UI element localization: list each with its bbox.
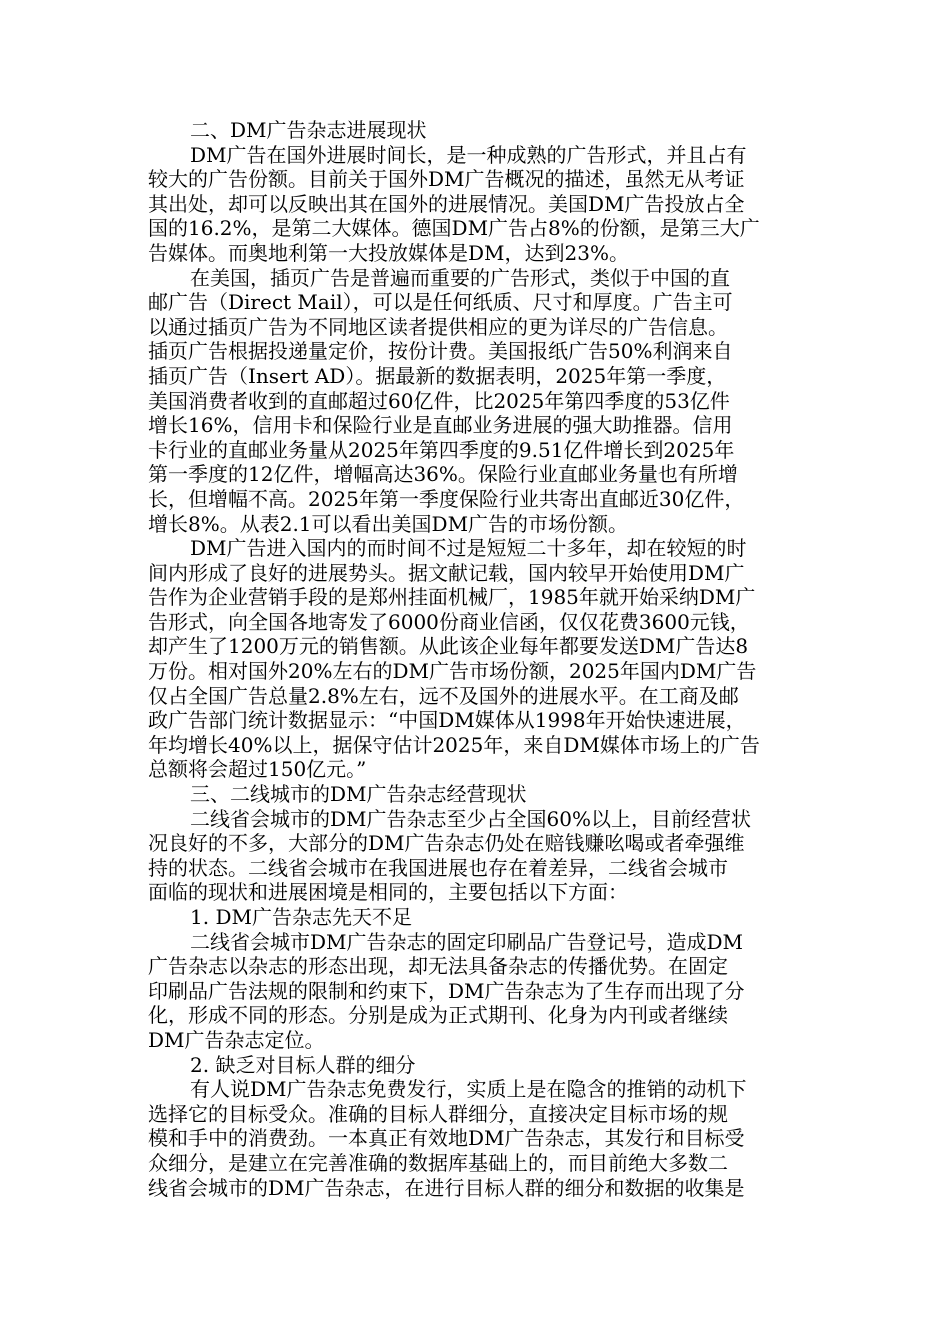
paragraph-line: 告形式，向全国各地寄发了6000份商业信函，仅仅花费3600元钱， — [148, 609, 750, 634]
paragraph-line: 插页广告根据投递量定价，按份计费。美国报纸广告50%利润来自 — [148, 339, 733, 364]
paragraph-line: 增长16%，信用卡和保险行业是直邮业务进展的强大助推器。信用 — [148, 413, 733, 438]
paragraph-line: 以通过插页广告为不同地区读者提供相应的更为详尽的广告信息。 — [148, 314, 728, 339]
paragraph-line: 告作为企业营销手段的是郑州挂面机械厂，1985年就开始采纳DM广 — [148, 585, 756, 610]
subheading-1: 1. DM广告杂志先天不足 — [190, 905, 412, 929]
paragraph-line: 国的16.2%，是第二大媒体。德国DM广告占8%的份额，是第三大广 — [148, 216, 760, 241]
paragraph-line: 在美国，插页广告是普遍而重要的广告形式，类似于中国的直 — [190, 265, 730, 290]
paragraph-line: 有人说DM广告杂志免费发行，实质上是在隐含的推销的动机下 — [190, 1077, 747, 1102]
paragraph-line: 邮广告（Direct Mail），可以是任何纸质、尺寸和厚度。广告主可 — [148, 290, 733, 315]
paragraph-line: 化，形成不同的形态。分别是成为正式期刊、化身为内刊或者继续 — [148, 1003, 728, 1028]
section-heading-2: 二、DM广告杂志进展现状 — [190, 118, 427, 142]
paragraph-line: 间内形成了良好的进展势头。据文献记载，国内较早开始使用DM广 — [148, 560, 745, 585]
paragraph-line: 美国消费者收到的直邮超过60亿件，比2025年第四季度的53亿件 — [148, 388, 730, 413]
paragraph-line: 众细分，是建立在完善准确的数据库基础上的，而目前绝大多数二 — [148, 1150, 728, 1175]
paragraph-line: 模和手中的消费劲。一本真正有效地DM广告杂志，其发行和目标受 — [148, 1126, 745, 1151]
paragraph-line: 广告杂志以杂志的形态出现，却无法具备杂志的传播优势。在固定 — [148, 954, 728, 979]
paragraph-line: 仅占全国广告总量2.8%左右，远不及国外的进展水平。在工商及邮 — [148, 683, 739, 708]
paragraph-line: DM广告进入国内的而时间不过是短短二十多年，却在较短的时 — [190, 536, 747, 561]
paragraph-line: 选择它的目标受众。准确的目标人群细分，直接决定目标市场的规 — [148, 1101, 728, 1126]
paragraph-line: 总额将会超过150亿元。” — [148, 757, 367, 782]
paragraph-line: DM广告杂志定位。 — [148, 1027, 325, 1052]
paragraph-line: 线省会城市的DM广告杂志，在进行目标人群的细分和数据的收集是 — [148, 1175, 745, 1200]
paragraph-line: 其出处，却可以反映出其在国外的进展情况。美国DM广告投放占全 — [148, 191, 745, 216]
paragraph-line: 长，但增幅不高。2025年第一季度保险行业共寄出直邮近30亿件， — [148, 486, 745, 511]
paragraph-line: 插页广告（Insert AD）。据最新的数据表明，2025年第一季度， — [148, 363, 727, 388]
paragraph-line: 第一季度的12亿件，增幅高达36%。保险行业直邮业务量也有所增 — [148, 462, 738, 487]
paragraph-line: 况良好的不多，大部分的DM广告杂志仍处在赔钱赚吆喝或者牵强维 — [148, 831, 745, 856]
subheading-2: 2. 缺乏对目标人群的细分 — [190, 1052, 416, 1077]
paragraph-line: 面临的现状和进展困境是相同的，主要包括以下方面： — [148, 880, 628, 905]
section-heading-3: 三、二线城市的DM广告杂志经营现状 — [190, 782, 527, 807]
paragraph-line: 二线省会城市DM广告杂志的固定印刷品广告登记号，造成DM — [190, 929, 744, 954]
paragraph-line: 较大的广告份额。目前关于国外DM广告概况的描述，虽然无从考证 — [148, 167, 745, 192]
paragraph-line: 增长8%。从表2.1可以看出美国DM广告的市场份额。 — [148, 511, 629, 536]
paragraph-line: 印刷品广告法规的限制和约束下，DM广告杂志为了生存而出现了分 — [148, 978, 745, 1003]
paragraph-line: 却产生了1200万元的销售额。从此该企业每年都要发送DM广告达8 — [148, 634, 749, 659]
paragraph-line: 卡行业的直邮业务量从2025年第四季度的9.51亿件增长到2025年 — [148, 437, 735, 462]
paragraph-line: 万份。相对国外20%左右的DM广告市场份额，2025年国内DM广告 — [148, 659, 757, 684]
paragraph-line: 年均增长40%以上，据保守估计2025年，来自DM媒体市场上的广告 — [148, 732, 760, 757]
paragraph-line: 政广告部门统计数据显示：“中国DM媒体从1998年开始快速进展， — [148, 708, 746, 733]
document-page — [148, 118, 810, 1200]
paragraph-line: 持的状态。二线省会城市在我国进展也存在着差异，二线省会城市 — [148, 855, 728, 880]
paragraph-line: 告媒体。而奥地利第一大投放媒体是DM，达到23%。 — [148, 240, 629, 265]
paragraph-line: 二线省会城市的DM广告杂志至少占全国60%以上，目前经营状 — [190, 806, 751, 831]
paragraph-line: DM广告在国外进展时间长，是一种成熟的广告形式，并且占有 — [190, 142, 747, 167]
